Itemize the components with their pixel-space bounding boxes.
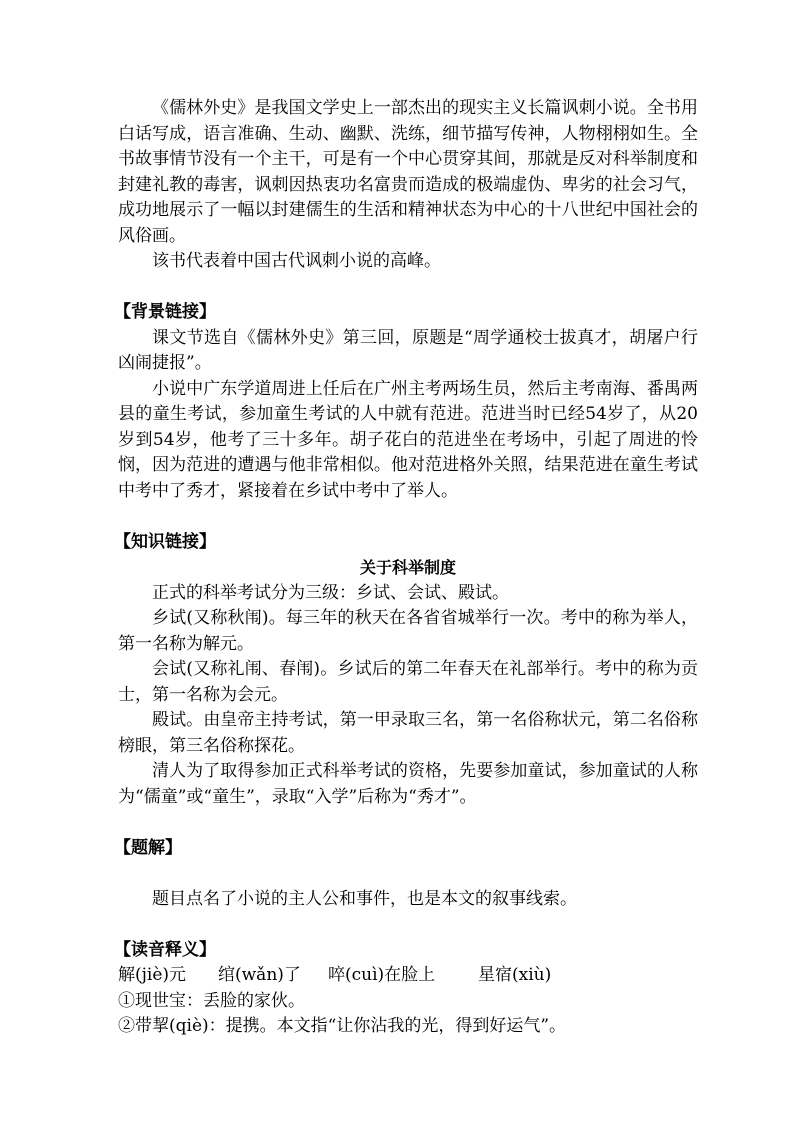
pronunciation-item: 星宿(xiù) [478,965,552,985]
knowledge-subtitle: 关于科举制度 [359,558,456,577]
pronunciation-row [118,963,698,989]
background-heading: 【背景链接】 [114,302,216,322]
knowledge-paragraph: 会试(又称礼闱、春闱)。乡试后的第二年春天在礼部举行。考中的称为贡士，第一名称为会元。 [118,659,698,705]
title-explain-heading: 【题解】 [114,837,182,858]
knowledge-paragraph: 正式的科举考试分为三级：乡试、会试、殿试。 [152,582,509,603]
background-paragraph-2: 小说中广东学道周进上任后在广州主考两场生员，然后主考南海、番禺两县的童生考试，参加童生考试的人中就有范进。范进当时已经54岁了，从20岁到54岁，他考了三十多年。胡子花白的范进坐在考场中，引起了周进的怜悯，因为范进的遭遇与他非常相似。他对范进格外关照，结果范进在童生考试中考中了秀才，紧接着在乡试中考中了举人。 [118,378,698,501]
pronunciation-item: 解(jiè)元 [118,965,187,985]
intro-paragraph-1: 《儒林外史》是我国文学史上一部杰出的现实主义长篇讽刺小说。全书用白话写成，语言准确、生动、幽默、洗练，细节描写传神，人物栩栩如生。全书故事情节没有一个主干，可是有一个中心贯穿其间，那就是反对科举制度和封建礼教的毒害，讽刺因热衷功名富贵而造成的极端虚伪、卑劣的社会习气，成功地展示了一幅以封建儒生的生活和精神状态为中心的十八世纪中国社会的风俗画。 [118,98,698,246]
pronunciation-note-1: ①现世宝：丢脸的家伙。 [118,990,305,1011]
intro-paragraph-2: 该书代表着中国古代讽刺小说的高峰。 [152,251,441,271]
knowledge-heading: 【知识链接】 [114,531,216,552]
knowledge-paragraph: 殿试。由皇帝主持考试，第一甲录取三名，第一名俗称状元，第二名俗称榜眼，第三名俗称探花。 [118,710,698,756]
pronunciation-item: 啐(cuì)在脸上 [328,965,436,985]
document-content [114,96,698,1040]
pronunciation-note-2: ②带挈(qiè)：提携。本文指“让你沾我的光，得到好运气”。 [118,1016,567,1036]
background-paragraph-1: 课文节选自《儒林外史》第三回，原题是“周学通校士拔真才，胡屠户行凶闹捷报”。 [118,327,698,373]
title-explain-paragraph: 题目点名了小说的主人公和事件，也是本文的叙事线索。 [152,888,577,909]
pronunciation-item: 绾(wǎn)了 [218,965,301,985]
pronunciation-heading: 【读音释义】 [114,939,216,960]
knowledge-paragraph: 乡试(又称秋闱)。每三年的秋天在各省省城举行一次。考中的称为举人，第一名称为解元。 [118,608,698,654]
knowledge-paragraph: 清人为了取得参加正式科举考试的资格，先要参加童试，参加童试的人称为“儒童”或“童生”，录取“入学”后称为“秀才”。 [118,761,698,807]
